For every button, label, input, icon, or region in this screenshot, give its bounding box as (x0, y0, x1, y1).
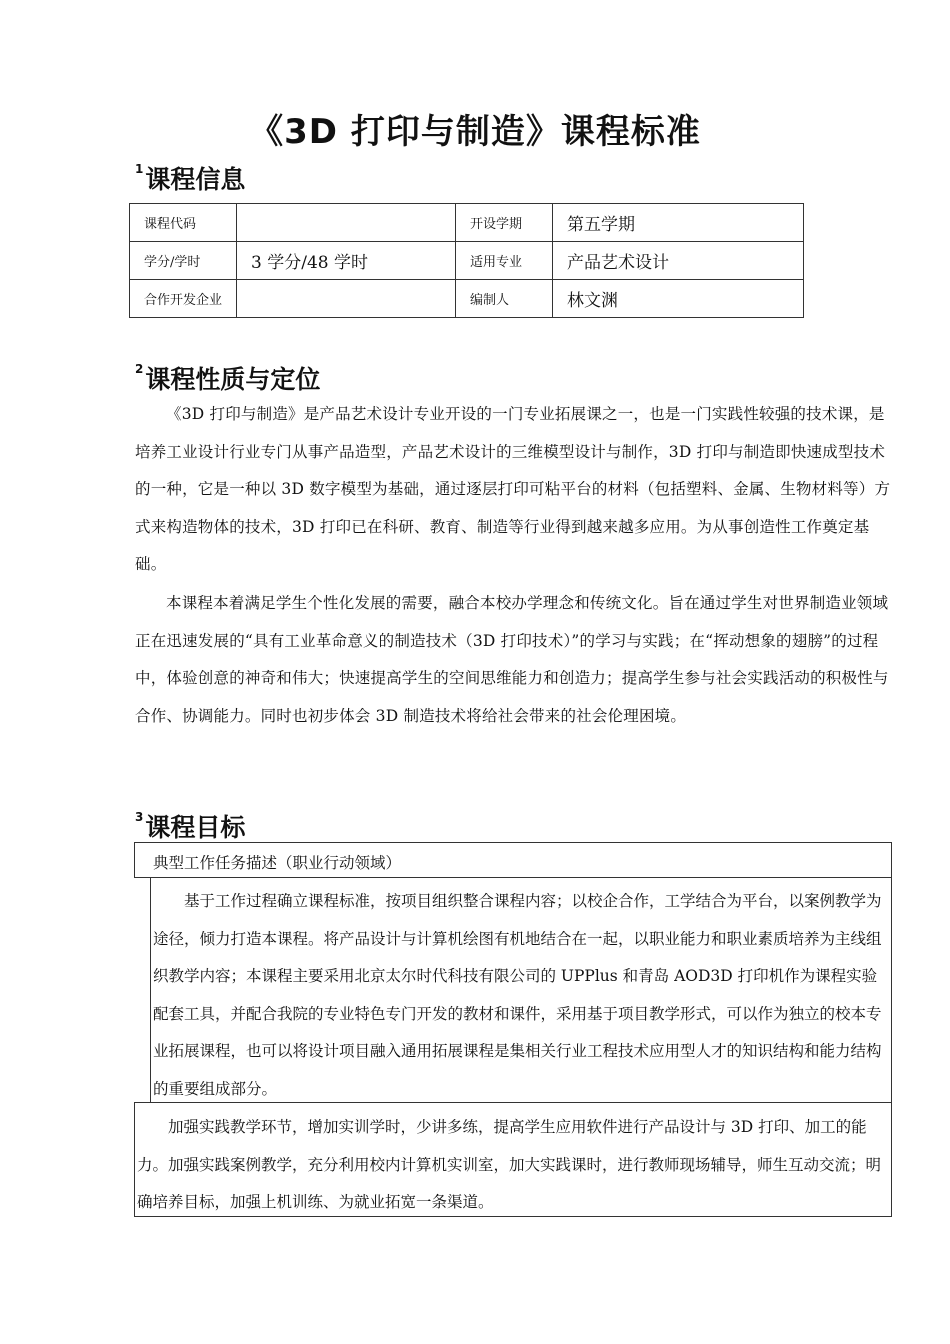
paragraph-nature-1: 《3D 打印与制造》是产品艺术设计专业开设的一门专业拓展课之一，也是一门实践性较强的技术课，是培养工业设计行业专门从事产品造型，产品艺术设计的三维模型设计与制作，3D 打印与制造即快速成型技术的一种，它是一种以 3D 数字模型为基础，通过逐层打印可粘平台的材料（包括塑料、金属、生物材料等）方式来构造物体的技术，3D 打印已在科研、教育、制造等行业得到越来越多应用。为从事创造性工作奠定基础。 (135, 405, 891, 573)
paragraph-nature-2: 本课程本着满足学生个性化发展的需要，融合本校办学理念和传统文化。旨在通过学生对世界制造业领域正在迅速发展的“具有工业革命意义的制造技术（3D 打印技术）”的学习与实践；在“挥动想象的翅膀”的过程中，体验创意的神奇和伟大；快速提高学生的空间思维能力和创造力；提高学生参与社会实践活动的积极性与合作、协调能力。同时也初步体会 3D 制造技术将给社会带来的社会伦理困境。 (135, 594, 889, 725)
table-cell-label: 学分/学时 (130, 242, 237, 280)
document-title: 《3D 打印与制造》课程标准 (249, 112, 701, 152)
table-cell-label: 编制人 (456, 280, 553, 318)
task-description-header: 典型工作任务描述（职业行动领域） (153, 854, 402, 872)
table-cell-label: 开设学期 (456, 204, 553, 242)
table-cell-label: 适用专业 (456, 242, 553, 280)
task-description-header-box (134, 842, 892, 878)
table-cell-value: 3 学分/48 学时 (237, 242, 456, 280)
practice-box (134, 1102, 892, 1217)
course-info-table (129, 203, 804, 318)
table-cell-value: 林文渊 (553, 280, 804, 318)
section-number: 1 (135, 162, 144, 176)
table-cell-value: 产品艺术设计 (553, 242, 804, 280)
table-row (130, 280, 804, 318)
table-row (130, 242, 804, 280)
section-number: 2 (135, 362, 144, 376)
section-heading-objectives (135, 808, 245, 844)
task-description-paragraph: 基于工作过程确立课程标准，按项目组织整合课程内容；以校企合作，工学结合为平台，以案例教学为途径，倾力打造本课程。将产品设计与计算机绘图有机地结合在一起，以职业能力和职业素质培养为主线组织教学内容；本课程主要采用北京太尔时代科技有限公司的 UPPlus 和青岛 AOD3D 打印机作为课程实验配套工具，并配合我院的专业特色专门开发的教材和课件，采用基于项目教学形式，可以作为独立的校本专业拓展课程，也可以将设计项目融入通用拓展课程是集相关行业工程技术应用型人才的知识结构和能力结构的重要组成部分。 (153, 892, 882, 1098)
table-cell-label: 合作开发企业 (130, 280, 237, 318)
section-title: 课程信息 (145, 165, 246, 194)
practice-paragraph: 加强实践教学环节，增加实训学时，少讲多练，提高学生应用软件进行产品设计与 3D 打印、加工的能力。加强实践案例教学，充分利用校内计算机实训室，加大实践课时，进行教师现场辅导，师生互动交流；明确培养目标，加强上机训练、为就业拓宽一条渠道。 (137, 1118, 882, 1211)
section-number: 3 (135, 810, 144, 824)
table-cell-value: 第五学期 (553, 204, 804, 242)
section-title: 课程目标 (145, 813, 246, 842)
table-row (130, 204, 804, 242)
section-heading-course-info (135, 160, 245, 196)
task-description-box (150, 877, 892, 1103)
table-cell-value (237, 280, 456, 318)
table-cell-value (237, 204, 456, 242)
section-title: 课程性质与定位 (145, 365, 321, 394)
table-cell-label: 课程代码 (130, 204, 237, 242)
section-heading-nature (135, 360, 320, 396)
